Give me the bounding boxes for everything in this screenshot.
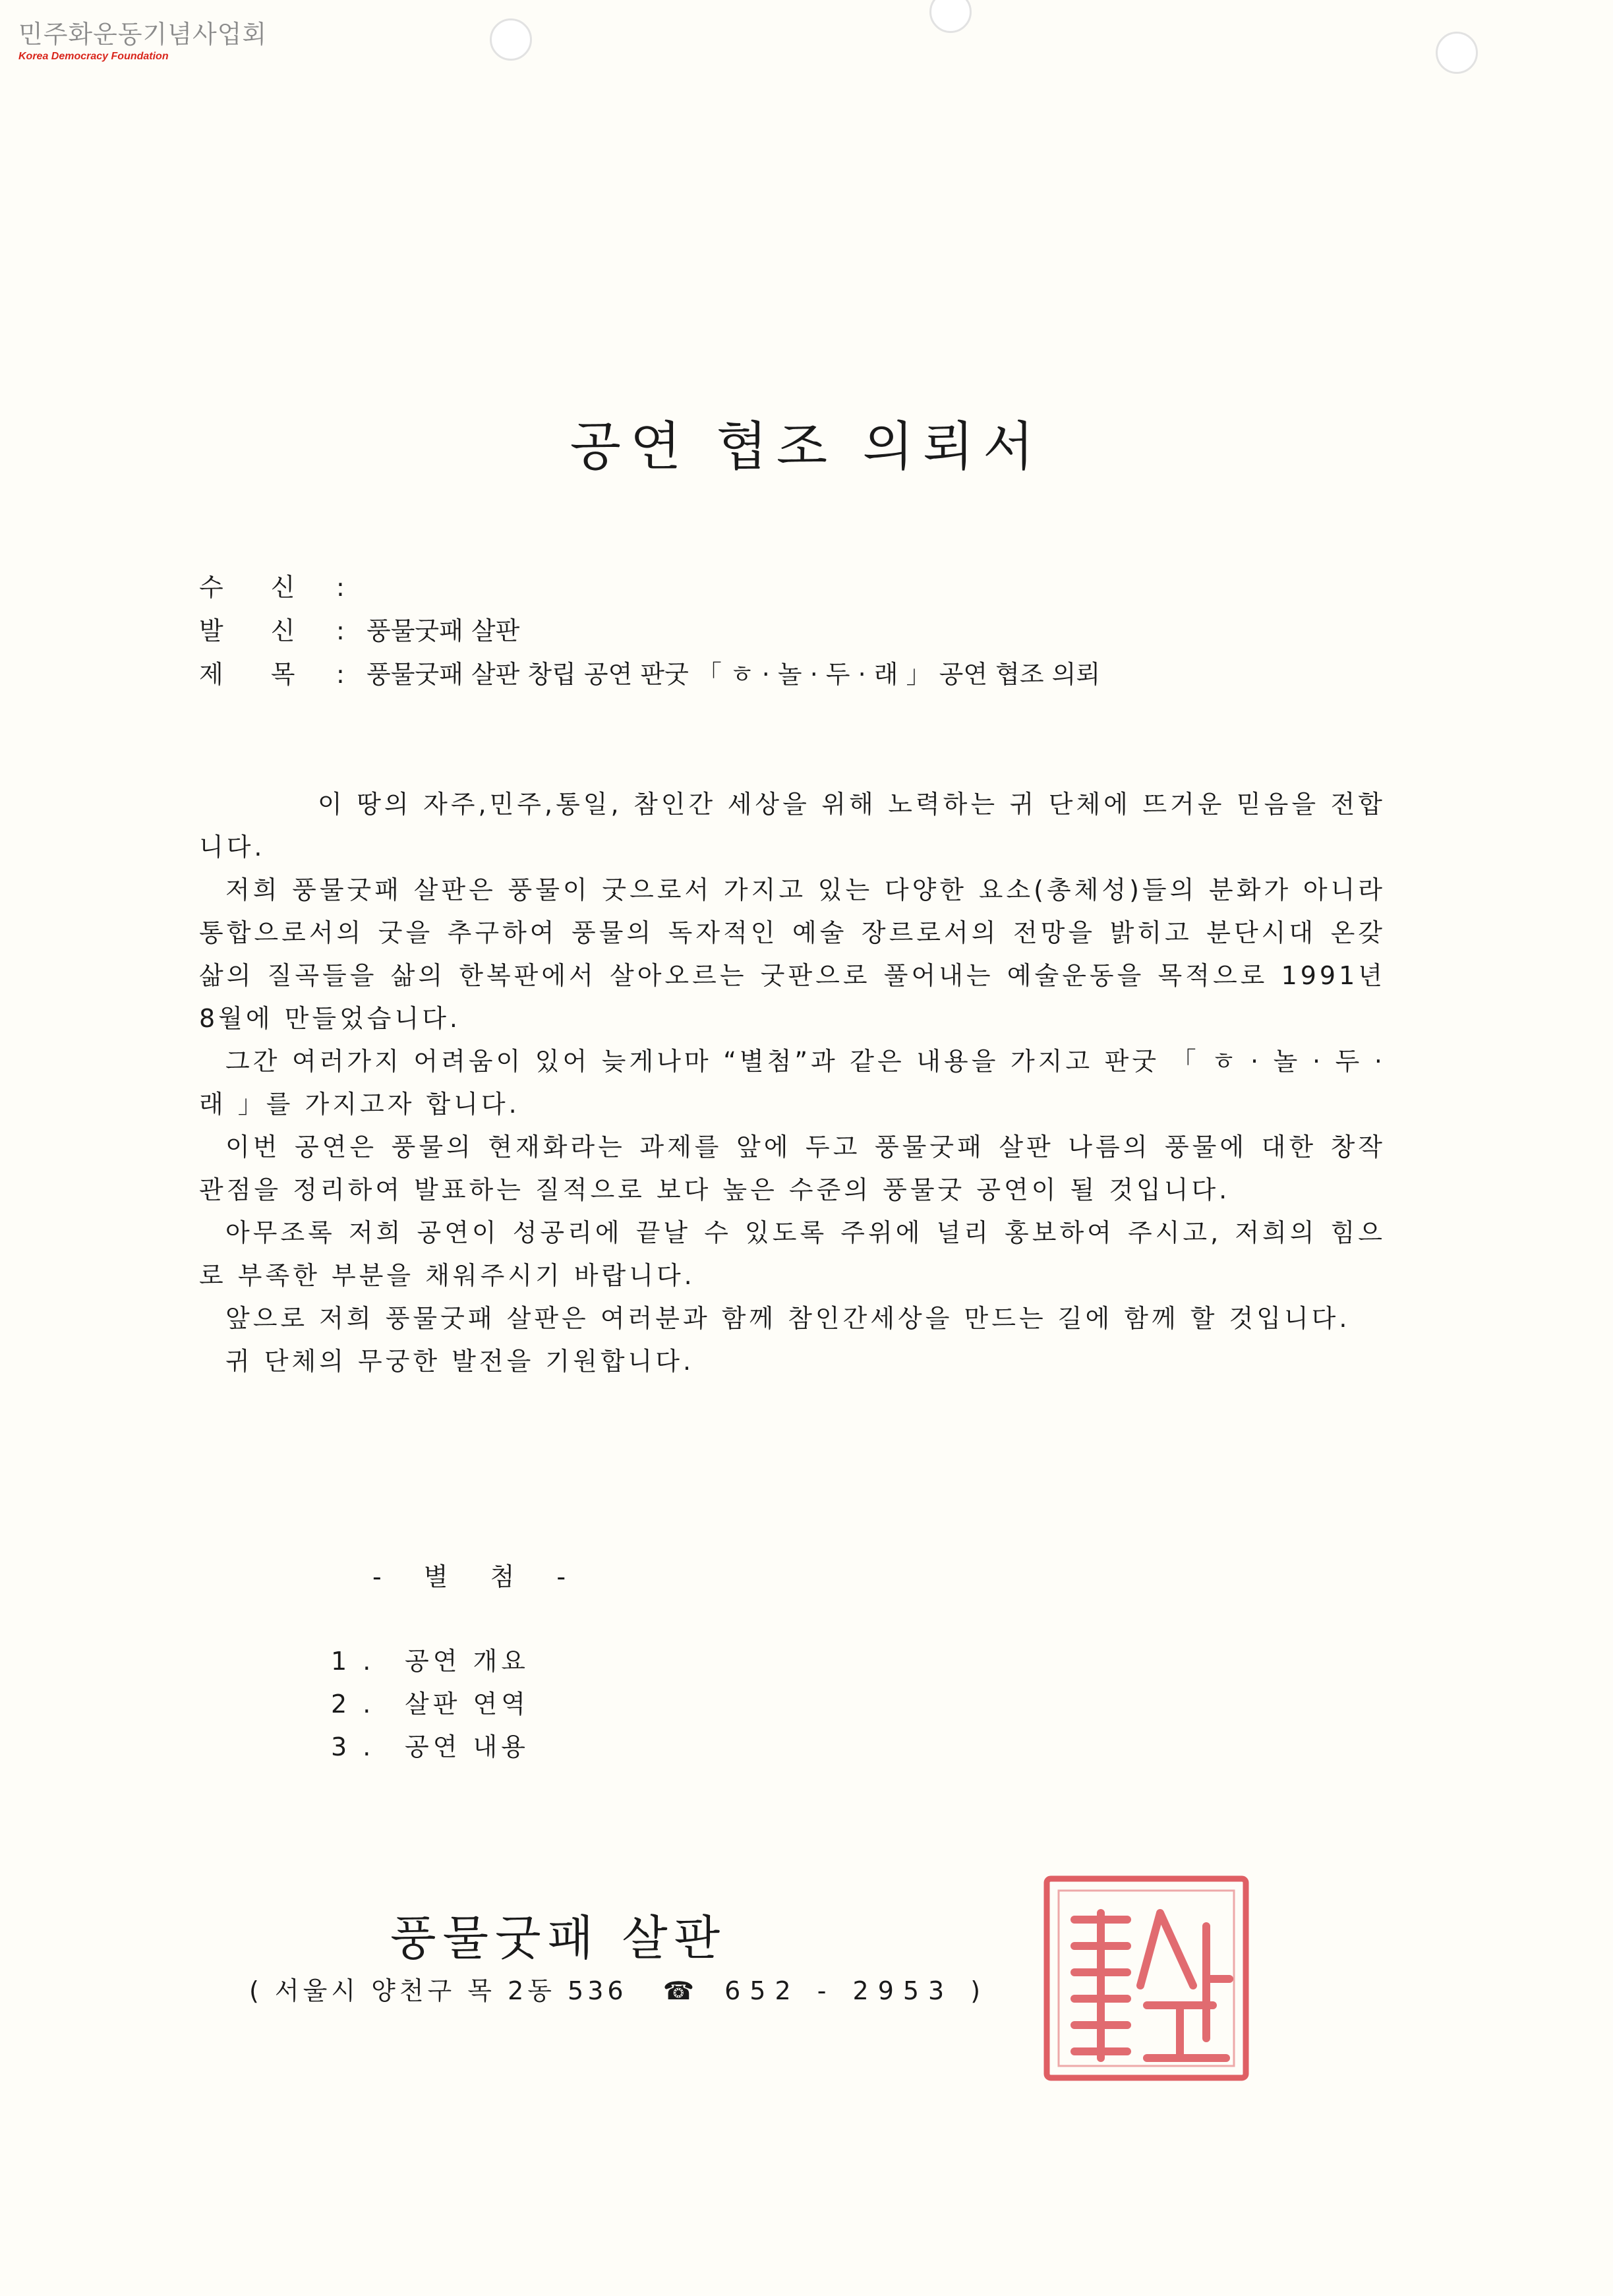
archive-watermark [18, 18, 268, 63]
body-paragraph: 그간 여러가지 어려움이 있어 늦게나마 “별첨”과 같은 내용을 가지고 판굿 「 ㅎ · 놀 · 두 · 래 」를 가지고자 합니다. [199, 1047, 1386, 1119]
attachment-text: 살판 연역 [405, 1690, 529, 1719]
seal-stroke [1206, 1926, 1229, 2038]
letter-body [199, 783, 1386, 1383]
body-paragraph: 아무조록 저희 공연이 성공리에 끝날 수 있도록 주위에 널리 홍보하여 주시고, 저희의 힘으로 부족한 부분을 채워주시기 바랍니다. [199, 1218, 1386, 1290]
sender-row [199, 609, 1100, 653]
body-paragraph: 앞으로 저희 풍물굿패 살판은 여러분과 함께 참인간세상을 만드는 길에 함께 할 것입니다. [225, 1304, 1351, 1333]
attachment-heading: - 별 첨 - [372, 1562, 583, 1591]
body-paragraph: 이 땅의 자주,민주,통일, 참인간 세상을 위해 노력하는 귀 단체에 뜨거운 믿음을 전합니다. [199, 790, 1386, 862]
organization-name: 풍물굿패 살판 [390, 1910, 727, 1966]
subject-label: 제 목 [199, 660, 315, 689]
document-header [199, 566, 1100, 696]
colon: : [336, 616, 345, 645]
punch-hole [490, 18, 532, 61]
attachment-item [331, 1640, 529, 1683]
watermark-english: Korea Democracy Foundation [18, 51, 169, 62]
attachment-text: 공연 개요 [405, 1647, 529, 1676]
punch-hole [1436, 32, 1478, 74]
subject-row [199, 653, 1100, 696]
colon: : [336, 573, 345, 602]
attachment-text: 공연 내용 [405, 1732, 529, 1761]
recipient-row [199, 566, 1100, 609]
body-paragraph: 이번 공연은 풍물의 현재화라는 과제를 앞에 두고 풍물굿패 살판 나름의 풍물에 대한 창작 관점을 정리하여 발표하는 질적으로 보다 높은 수준의 풍물굿 공연이 될 것입니다. [199, 1133, 1386, 1204]
body-paragraph: 귀 단체의 무궁한 발전을 기원합니다. [225, 1347, 695, 1376]
sender-label: 발 신 [199, 616, 315, 645]
recipient-label: 수 신 [199, 573, 315, 602]
attachment-list [331, 1640, 529, 1769]
watermark-korean: 민주화운동기념사업회 [18, 20, 268, 49]
telephone-icon: ☎ [662, 1976, 699, 2005]
attachment-number: 3 . [331, 1732, 375, 1761]
attachment-item [331, 1726, 529, 1769]
sender-value: 풍물굿패 살판 [367, 616, 520, 645]
document-title: 공연 협조 의뢰서 [570, 416, 1043, 477]
subject-value: 풍물굿패 살판 창립 공연 판굿 「 ㅎ · 놀 · 두 · 래 」 공연 협조 의뢰 [367, 660, 1101, 689]
seal-stroke [1140, 1913, 1213, 2058]
organization-contact [249, 1971, 989, 2011]
attachment-item [331, 1683, 529, 1726]
punch-hole [929, 0, 972, 33]
attachment-number: 2 . [331, 1690, 375, 1719]
organization-seal [1041, 1873, 1251, 2083]
attachment-number: 1 . [331, 1647, 375, 1676]
seal-stroke-group [1074, 1913, 1229, 2058]
colon: : [336, 660, 345, 689]
phone-number: 652 - 2953 ) [724, 1976, 990, 2005]
body-paragraph: 저희 풍물굿패 살판은 풍물이 굿으로서 가지고 있는 다양한 요소(총체성)들의 분화가 아니라 통합으로서의 굿을 추구하여 풍물의 독자적인 예술 장르로서의 전망을 밝히고 분단시대 온갖 삶의 질곡들을 삶의 한복판에서 살아오르는 굿판으로 풀어내는 예술운동을 목적으로 1991년 8월에 만들었습니다. [199, 875, 1386, 1033]
organization-address: ( 서울시 양천구 목 2동 536 [249, 1976, 628, 2005]
